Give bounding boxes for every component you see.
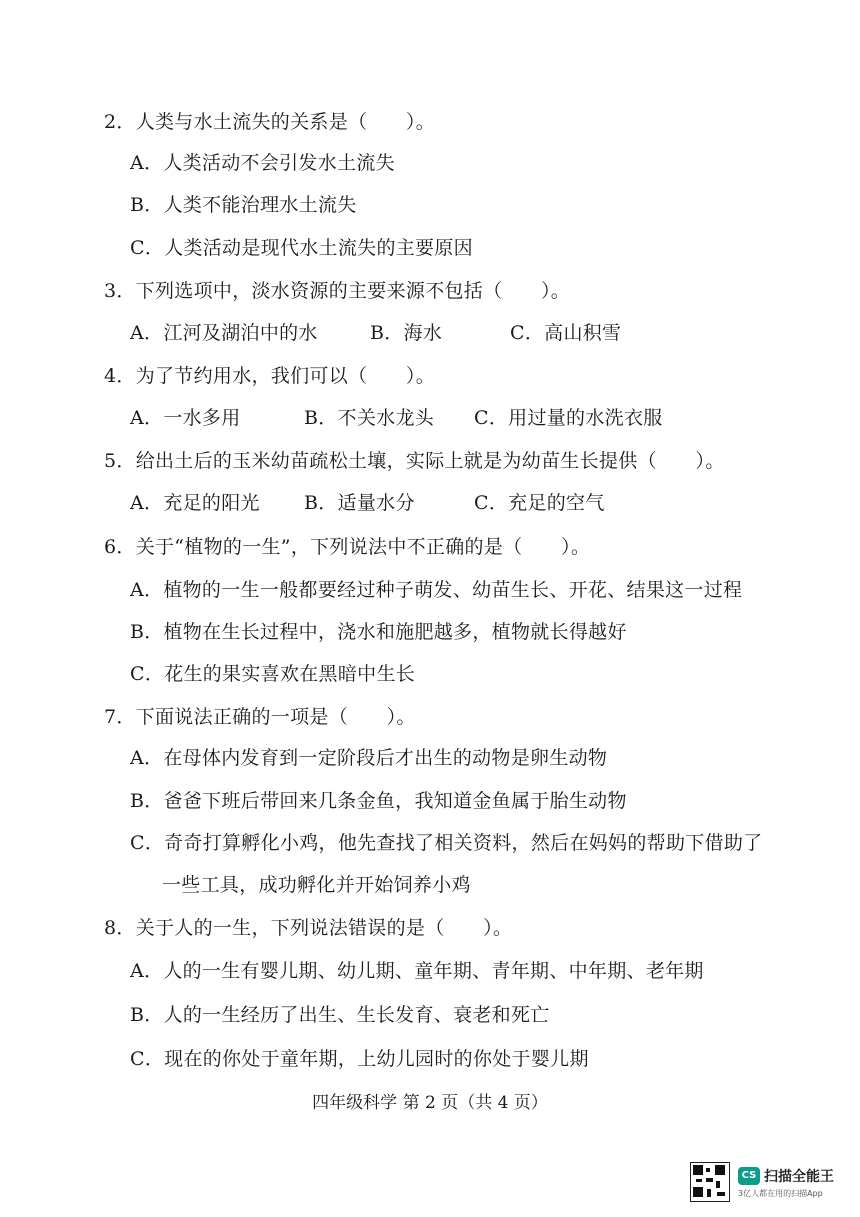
question-3-stem: 3．下列选项中，淡水资源的主要来源不包括（ ）。 [104,280,571,302]
question-2-option-b: B．人类不能治理水土流失 [130,194,357,216]
question-6-option-b: B．植物在生长过程中，浇水和施肥越多，植物就长得越好 [130,621,627,643]
question-5-option-c: C．充足的空气 [474,492,605,514]
question-8-option-c: C．现在的你处于童年期，上幼儿园时的你处于婴儿期 [130,1048,589,1070]
question-8-option-b: B．人的一生经历了出生、生长发育、衰老和死亡 [130,1004,550,1026]
question-5-option-a: A．充足的阳光 [130,492,260,514]
question-4-options [130,406,663,430]
question-2-stem: 2．人类与水土流失的关系是（ ）。 [104,111,435,133]
question-7-option-c: C．奇奇打算孵化小鸡，他先查找了相关资料，然后在妈妈的帮助下借助了 [130,832,763,854]
question-3-option-b: B．海水 [370,322,443,344]
question-2-option-a: A．人类活动不会引发水土流失 [130,152,395,174]
question-4-option-b: B．不关水龙头 [304,407,435,429]
question-3-option-a: A．江河及湖泊中的水 [130,322,318,344]
question-5-stem: 5．给出土后的玉米幼苗疏松土壤，实际上就是为幼苗生长提供（ ）。 [104,450,725,472]
question-4-option-c: C．用过量的水洗衣服 [474,407,663,429]
scanner-tagline: 3亿人都在用的扫描App [738,1188,823,1198]
question-6-option-c: C．花生的果实喜欢在黑暗中生长 [130,663,416,685]
question-5-option-b: B．适量水分 [304,492,415,514]
question-7-option-a: A．在母体内发育到一定阶段后才出生的动物是卵生动物 [130,747,608,769]
question-6-option-a: A．植物的一生一般都要经过种子萌发、幼苗生长、开花、结果这一过程 [130,579,743,601]
question-7-option-c-continuation: 一些工具，成功孵化并开始饲养小鸡 [162,874,471,896]
question-7-option-b: B．爸爸下班后带回来几条金鱼，我知道金鱼属于胎生动物 [130,790,627,812]
camscanner-logo-icon: CS [738,1167,760,1185]
question-4-stem: 4．为了节约用水，我们可以（ ）。 [104,365,435,387]
question-7-stem: 7．下面说法正确的一项是（ ）。 [104,706,416,728]
qr-code-icon [690,1162,730,1202]
question-5-options [130,491,605,515]
scanner-app-name: 扫描全能王 [764,1168,834,1185]
question-8-option-a: A．人的一生有婴儿期、幼儿期、童年期、青年期、中年期、老年期 [130,960,704,982]
question-4-option-a: A．一水多用 [130,407,241,429]
page-footer: 四年级科学 第 2 页（共 4 页） [312,1093,548,1113]
question-6-stem: 6．关于“植物的一生”，下列说法中不正确的是（ ）。 [104,536,591,558]
question-3-option-c: C．高山积雪 [510,322,622,344]
question-8-stem: 8．关于人的一生，下列说法错误的是（ ）。 [104,917,513,939]
scanner-brand [738,1166,834,1199]
question-2-option-c: C．人类活动是现代水土流失的主要原因 [130,237,473,259]
scanner-watermark [690,1161,850,1203]
question-3-options [130,321,621,345]
